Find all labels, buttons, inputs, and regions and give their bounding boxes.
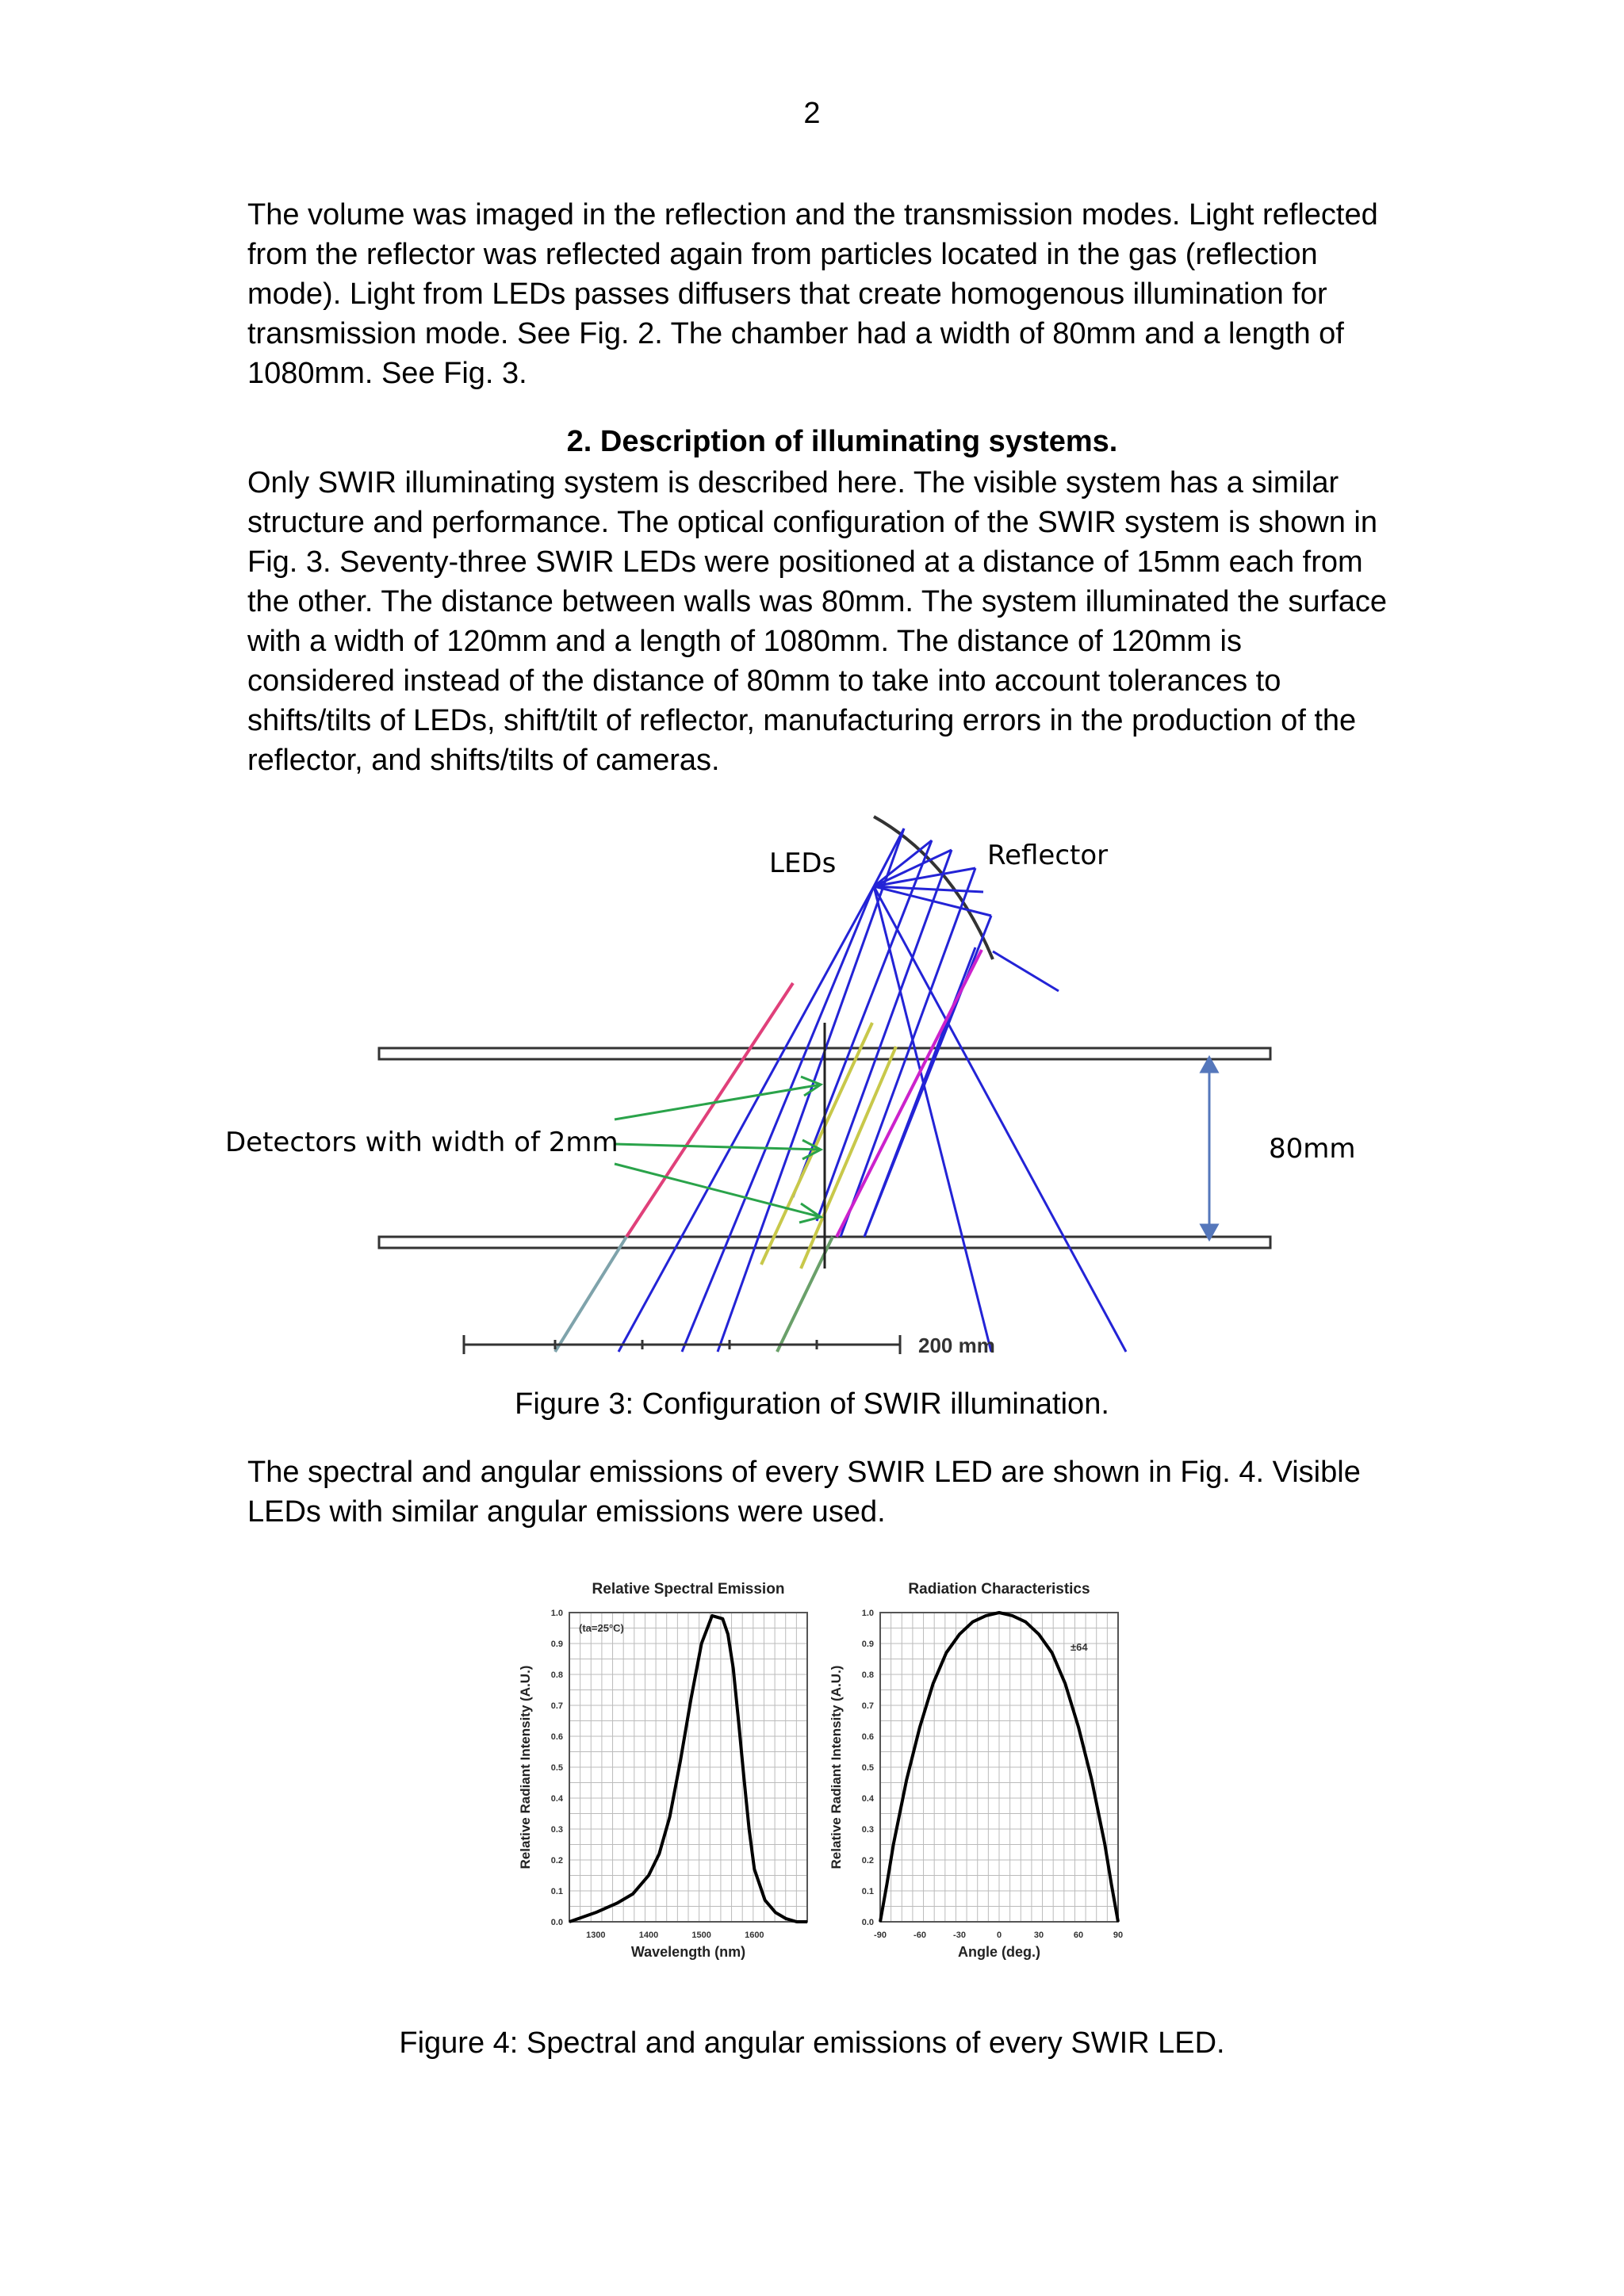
y-axis-label: Relative Radiant Intensity (A.U.)	[518, 1665, 533, 1869]
y-tick-label: 0.9	[861, 1640, 874, 1649]
section-heading: 2. Description of illuminating systems.	[566, 425, 1118, 458]
y-tick-label: 1.0	[550, 1609, 563, 1618]
x-tick-label: -30	[953, 1931, 966, 1940]
ray-bundle	[619, 828, 1126, 1352]
y-axis-label: Relative Radiant Intensity (A.U.)	[829, 1665, 844, 1869]
y-tick-label: 1.0	[861, 1609, 874, 1618]
x-tick-label: 1400	[638, 1931, 659, 1940]
y-tick-label: 0.8	[550, 1670, 563, 1680]
x-tick-label: 1300	[586, 1931, 606, 1940]
y-tick-label: 0.3	[861, 1825, 874, 1835]
x-tick-label: 1500	[691, 1931, 711, 1940]
chart-annotation: ±64	[1071, 1641, 1088, 1653]
figure-3-caption: Figure 3: Configuration of SWIR illumination.	[515, 1387, 1109, 1421]
y-tick-label: 0.1	[550, 1887, 563, 1896]
x-tick-label: 0	[996, 1931, 1002, 1940]
radiation-characteristics-chart	[825, 1568, 1142, 1965]
paragraph-emissions: The spectral and angular emissions of every SWIR LED are shown in Fig. 4. Visible LEDs with similar angular emissions were used.	[247, 1456, 1361, 1529]
figure-4-caption: Figure 4: Spectral and angular emissions of every SWIR LED.	[399, 2026, 1225, 2060]
y-tick-label: 0.5	[861, 1763, 874, 1773]
gap-label: 80mm	[1269, 1133, 1356, 1165]
y-tick-label: 0.4	[550, 1794, 563, 1804]
y-tick-label: 0.4	[861, 1794, 874, 1804]
y-tick-label: 0.6	[550, 1732, 563, 1742]
y-tick-label: 0.8	[861, 1670, 874, 1680]
page-number: 2	[803, 97, 821, 130]
gap-measure-arrow	[1201, 1058, 1217, 1239]
x-axis-label: Wavelength (nm)	[630, 1944, 746, 1960]
figure-3-diagram	[0, 793, 1624, 1364]
x-tick-label: -60	[914, 1931, 926, 1940]
spectral-emission-chart	[508, 1568, 833, 1965]
y-tick-label: 0.0	[861, 1918, 874, 1927]
detectors-label: Detectors with width of 2mm	[225, 1127, 619, 1158]
y-tick-label: 0.3	[550, 1825, 563, 1835]
y-tick-label: 0.9	[550, 1640, 563, 1649]
paragraph-illuminating-system: Only SWIR illuminating system is described here. The visible system has a similar structure and performance. The optical configuration of the SWIR system is shown in Fig. 3. Seventy-three SWIR LEDs were positioned at a distance of 15mm each from the other. The distance between walls was 80mm. The system illuminated the surface with a width of 120mm and a length of 1080mm. The distance of 120mm is considered instead of the distance of 80mm to take into account tolerances to shifts/tilts of LEDs, shift/tilt of reflector, manufacturing errors in the production of the reflector, and shifts/tilts of cameras.	[247, 466, 1387, 777]
x-tick-label: 60	[1073, 1931, 1084, 1940]
y-tick-label: 0.2	[550, 1856, 563, 1866]
y-tick-label: 0.7	[861, 1701, 874, 1711]
leds-label: LEDs	[769, 848, 837, 879]
x-tick-label: -90	[874, 1931, 887, 1940]
reflector-label: Reflector	[987, 840, 1109, 871]
colored-rays	[555, 950, 982, 1352]
y-tick-label: 0.6	[861, 1732, 874, 1742]
scale-label: 200 mm	[918, 1334, 995, 1357]
y-tick-label: 0.2	[861, 1856, 874, 1866]
y-tick-label: 0.5	[550, 1763, 563, 1773]
x-tick-label: 30	[1033, 1931, 1044, 1940]
x-tick-label: 1600	[745, 1931, 764, 1940]
chart-title: Relative Spectral Emission	[592, 1581, 785, 1598]
x-axis-label: Angle (deg.)	[958, 1944, 1040, 1960]
y-tick-label: 0.0	[550, 1918, 563, 1927]
x-tick-label: 90	[1113, 1931, 1124, 1940]
paragraph-imaging-modes: The volume was imaged in the reflection and the transmission modes. Light reflected from the reflector was reflected again from particles located in the gas (reflection mode). Light from LEDs passes diffusers that create homogenous illumination for transmission mode. See Fig. 2. The chamber had a width of 80mm and a length of 1080mm. See Fig. 3.	[247, 198, 1378, 390]
y-tick-label: 0.1	[861, 1887, 874, 1896]
y-tick-label: 0.7	[550, 1701, 563, 1711]
chart-annotation: (ta=25°C)	[579, 1622, 624, 1634]
chart-title: Radiation Characteristics	[908, 1581, 1090, 1598]
